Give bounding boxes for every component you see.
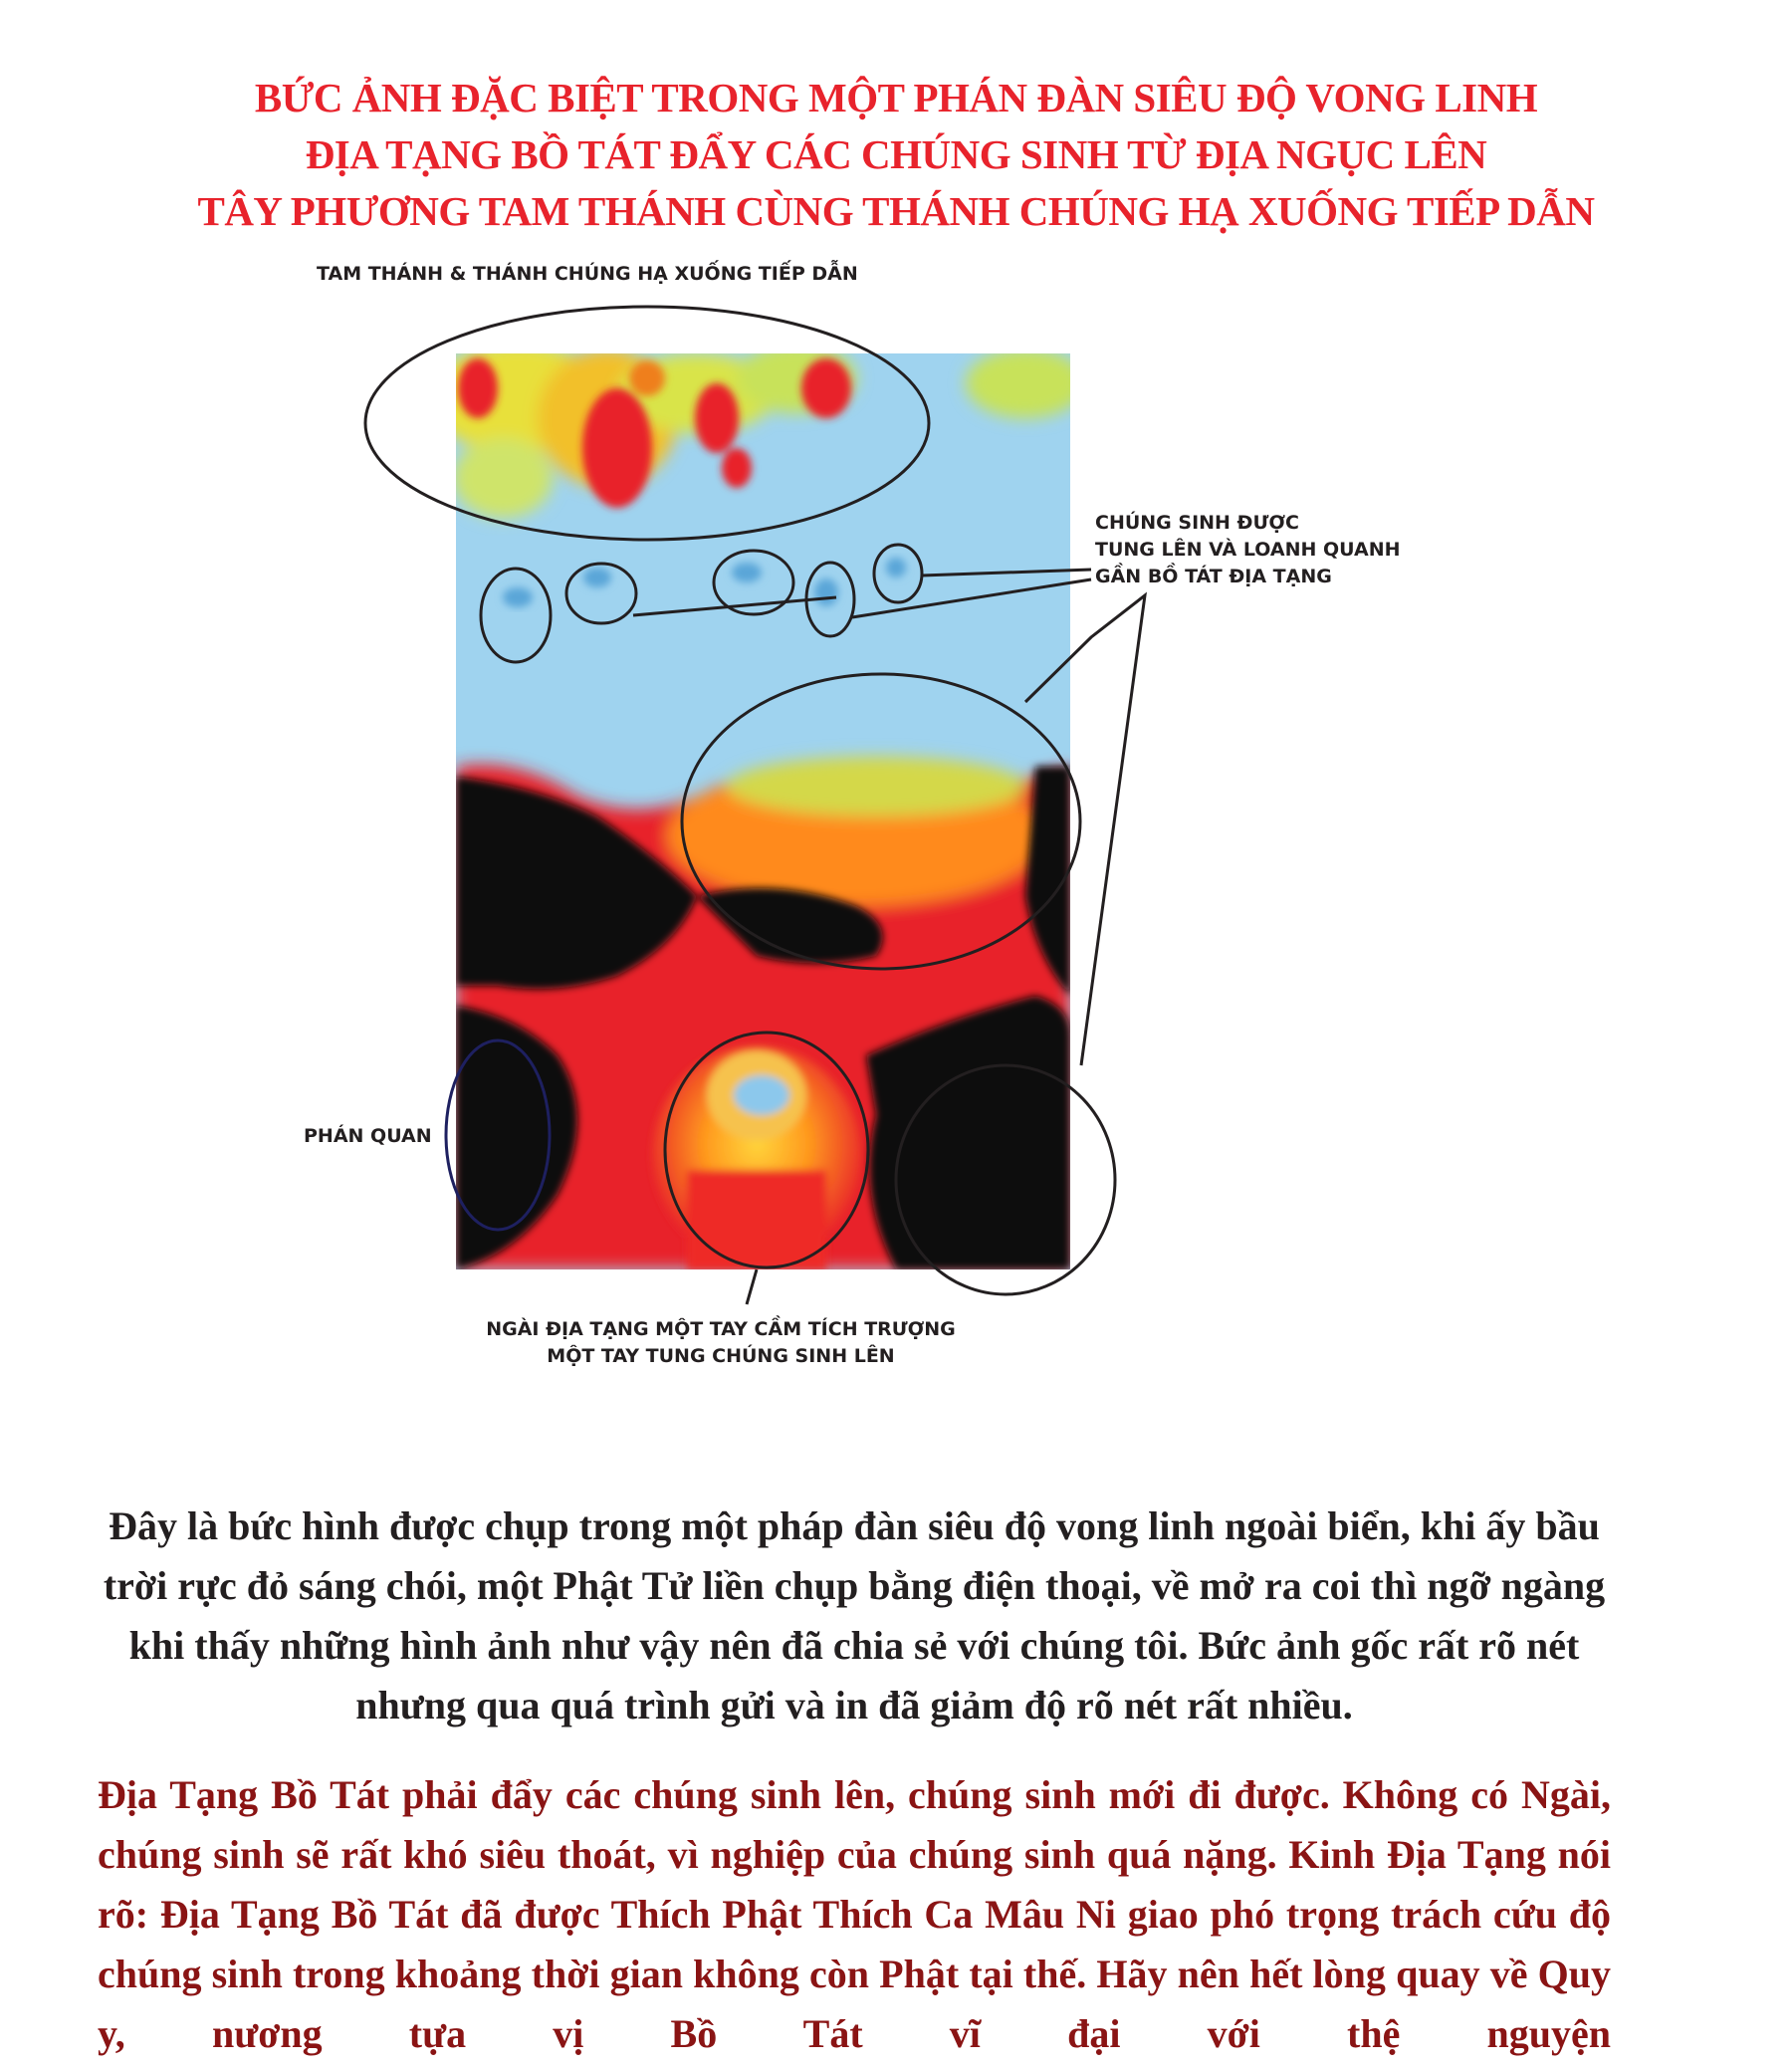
title-line-3: TÂY PHƯƠNG TAM THÁNH CÙNG THÁNH CHÚNG HẠ XUỐNG TIẾP DẪN [197,188,1595,234]
label-phan-quan: PHÁN QUAN [304,1125,432,1147]
photo-image [428,344,1085,1269]
connector-to-bottom-label [747,1269,757,1304]
paragraph-dia-tang: Địa Tạng Bồ Tát phải đẩy các chúng sinh lên, chúng sinh mới đi được. Không có Ngài, chúng sinh sẽ rất khó siêu thoát, vì nghiệp của chúng sinh quá nặng. Kinh Địa Tạng nói rõ: Địa Tạng Bồ Tát đã được Thích Phật Thích Ca Mâu Ni giao phó trọng trách cứu độ chúng sinh trong khoảng thời gian không còn Phật tại thế. Hãy nên hết lòng quay về Quy y, nương tựa vị Bồ Tát vĩ đại với thệ nguyện [98,1772,1611,2056]
label-dia-tang [0,1316,1442,1370]
label-chung-sinh-line-1: CHÚNG SINH ĐƯỢC [1095,512,1299,534]
label-dia-tang-line-2: MỘT TAY TUNG CHÚNG SINH LÊN [547,1345,895,1367]
label-tam-thanh: TAM THÁNH & THÁNH CHÚNG HẠ XUỐNG TIẾP DẪN [317,263,858,285]
paragraph-description: Đây là bức hình được chụp trong một pháp đàn siêu độ vong linh ngoài biển, khi ấy bầu trời rực đỏ sáng chói, một Phật Tử liền chụp bằng điện thoại, về mở ra coi thì ngỡ ngàng khi thấy những hình ảnh như vậy nên đã chia sẻ với chúng tôi. Bức ảnh gốc rất rõ nét nhưng qua quá trình gửi và in đã giảm độ rõ nét rất nhiều. [103,1503,1606,1727]
label-chung-sinh [1095,510,1401,590]
label-dia-tang-line-1: NGÀI ĐỊA TẠNG MỘT TAY CẦM TÍCH TRƯỢNG [486,1318,956,1340]
title-line-1: BỨC ẢNH ĐẶC BIỆT TRONG MỘT PHÁN ĐÀN SIÊU ĐỘ VONG LINH [254,75,1538,120]
title-line-2: ĐỊA TẠNG BỒ TÁT ĐẨY CÁC CHÚNG SINH TỪ ĐỊA NGỤC LÊN [305,131,1487,177]
label-chung-sinh-line-2: TUNG LÊN VÀ LOANH QUANH [1095,539,1401,561]
label-chung-sinh-line-3: GẦN BỒ TÁT ĐỊA TẠNG [1095,566,1332,587]
